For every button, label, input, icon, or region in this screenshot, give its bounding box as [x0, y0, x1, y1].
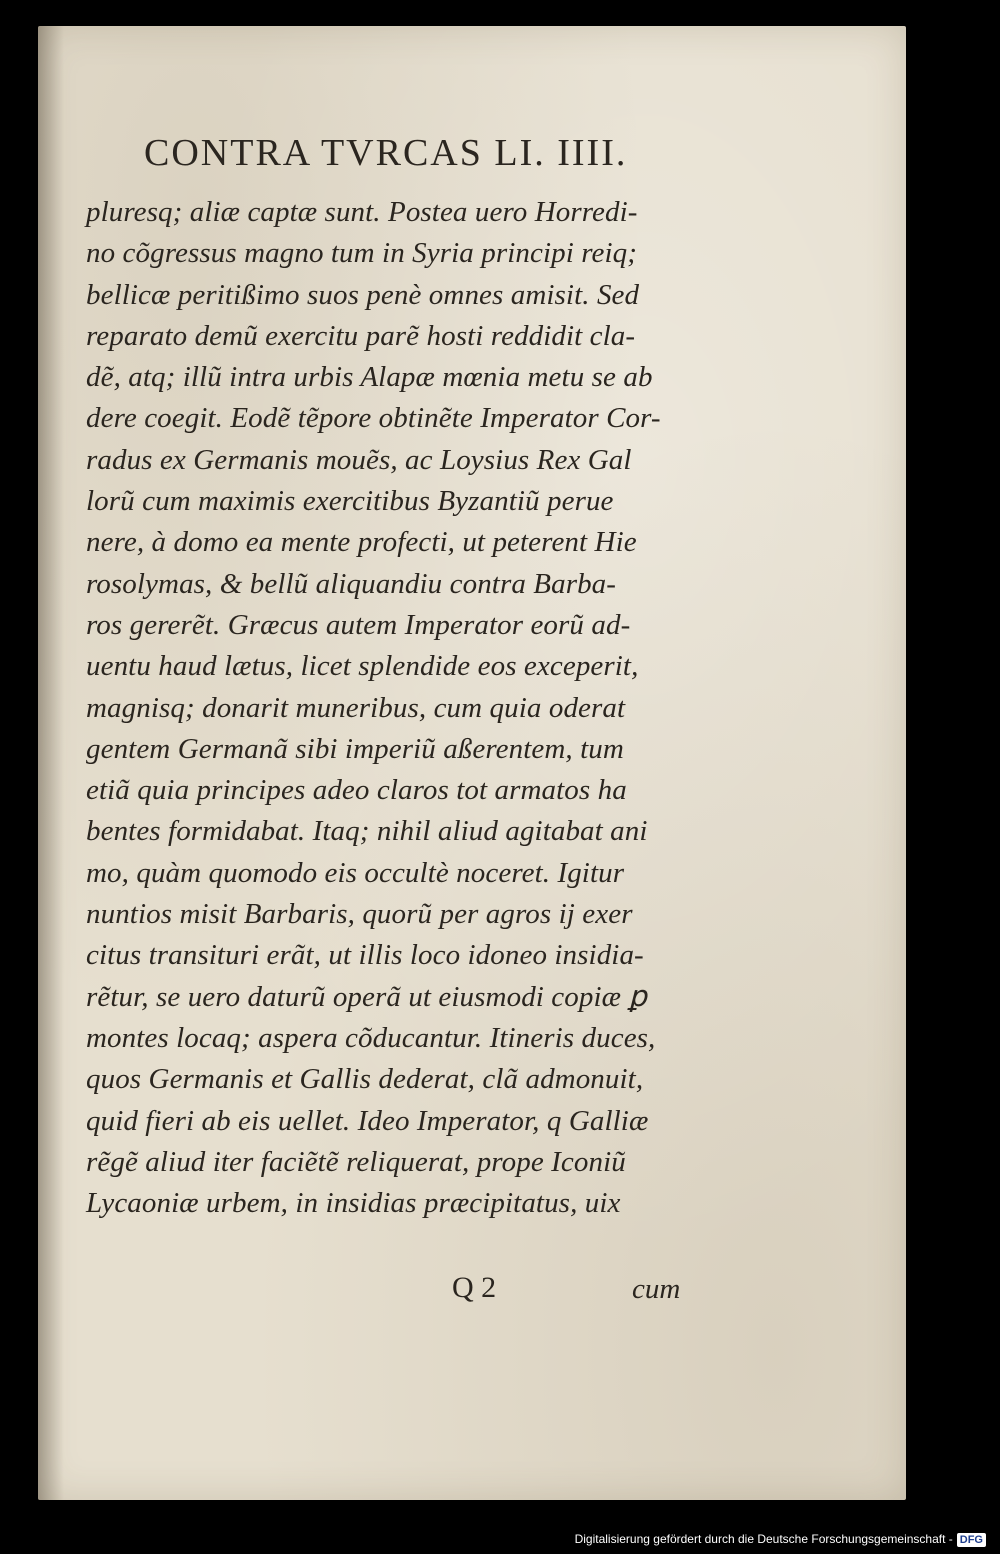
text-line: reparato demũ exercitu parẽ hosti reddidit cla- — [86, 319, 636, 352]
text-line: rẽtur, se uero daturũ operã ut eiusmodi copiæ ꝑ — [86, 980, 647, 1013]
text-line: rẽgẽ aliud iter faciẽtẽ reliquerat, prope Iconiũ — [86, 1145, 626, 1178]
text-line: gentem Germanã sibi imperiũ aßerentem, tum — [86, 732, 624, 765]
running-head: CONTRA TVRCAS LI. IIII. — [144, 132, 628, 174]
text-line: mo, quàm quomodo eis occultè noceret. Igitur — [86, 856, 625, 889]
text-line: uentu haud lætus, licet splendide eos exceperit, — [86, 650, 639, 683]
text-line: dere coegit. Eodẽ tẽpore obtinẽte Imperator Cor- — [86, 402, 661, 435]
text-line: dẽ, atq; illũ intra urbis Alapæ mœnia metu se ab — [86, 361, 653, 394]
text-line: rosolymas, & bellũ aliquandiu contra Barba- — [86, 567, 617, 600]
text-line: lorũ cum maximis exercitibus Byzantiũ perue — [86, 485, 614, 518]
text-line: Lycaoniæ urbem, in insidias præcipitatus, uix — [86, 1187, 621, 1220]
catchword: cum — [632, 1273, 681, 1305]
text-line: radus ex Germanis mouẽs, ac Loysius Rex Gal — [86, 443, 632, 476]
text-line: ros gererẽt. Græcus autem Imperator eorũ ad- — [86, 608, 631, 641]
text-line: nuntios misit Barbaris, quorũ per agros ij exer — [86, 898, 633, 931]
signature-mark: Q 2 — [452, 1271, 497, 1304]
text-line: citus transituri erãt, ut illis loco idoneo insidia- — [86, 939, 644, 972]
text-line: etiã quia principes adeo claros tot armatos ha — [86, 774, 627, 807]
signature-line — [98, 1271, 698, 1315]
text-line: nere, à domo ea mente profecti, ut peterent Hie — [86, 526, 637, 559]
text-line: magnisq; donarit muneribus, cum quia oderat — [86, 691, 626, 724]
text-line: bellicæ peritißimo suos penè omnes amisit. Sed — [86, 278, 640, 311]
text-line: quid fieri ab eis uellet. Ideo Imperator, q Galliæ — [86, 1104, 649, 1137]
text-line: montes locaq; aspera cõducantur. Itineris duces, — [86, 1021, 656, 1054]
page-gutter-shadow — [38, 26, 64, 1500]
text-line: pluresq; aliæ captæ sunt. Postea uero Horredi- — [86, 196, 638, 228]
text-line: bentes formidabat. Itaq; nihil aliud agitabat ani — [86, 815, 648, 848]
credit-text: Digitalisierung gefördert durch die Deutsche Forschungsgemeinschaft - — [574, 1532, 953, 1546]
digitization-credit — [575, 1528, 986, 1550]
text-block — [86, 192, 706, 1224]
dfg-logo: DFG — [957, 1533, 986, 1547]
text-line: quos Germanis et Gallis dederat, clã admonuit, — [86, 1063, 644, 1096]
text-line: no cõgressus magno tum in Syria principi reiq; — [86, 237, 637, 270]
book-page — [38, 26, 906, 1500]
